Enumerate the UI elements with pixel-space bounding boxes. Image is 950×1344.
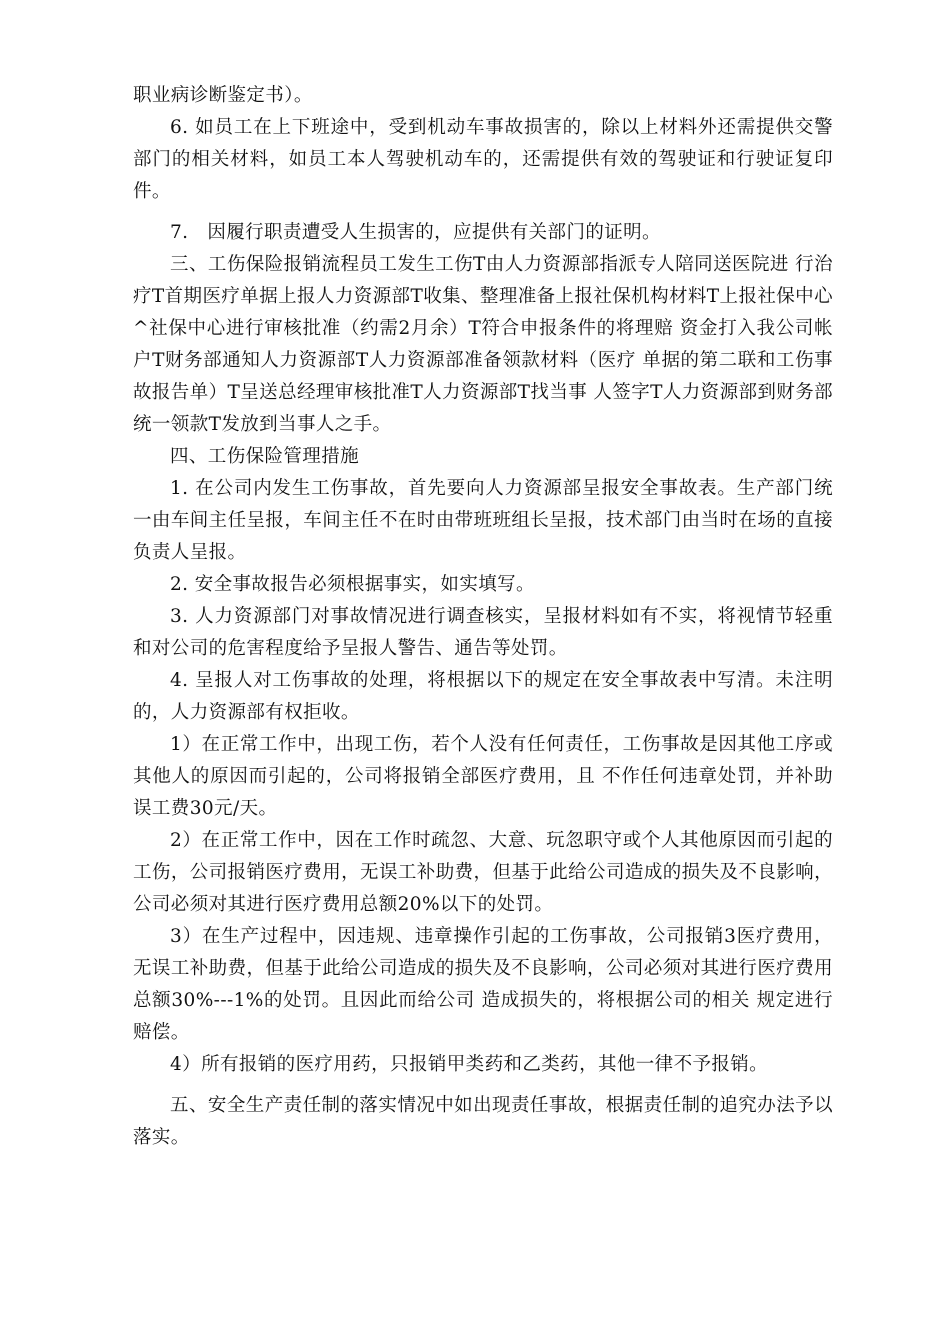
document-page	[133, 80, 833, 1154]
measure-item-2: 2. 安全事故报告必须根据事实，如实填写。	[170, 574, 535, 595]
sub-item-1: 1）在正常工作中，出现工伤，若个人没有任何责任，工伤事故是因其他工序或其他人的原因而引起的，公司将报销全部医疗费用，且 不作任何违章处罚，并补助误工费30元/天。	[133, 734, 833, 819]
sub-item-3: 3）在生产过程中，因违规、违章操作引起的工伤事故，公司报销3医疗费用，无误工补助费，但基于此给公司造成的损失及不良影响，公司必须对其进行医疗费用总额30%---1%的处罚。且因此而给公司 造成损失的，将根据公司的相关 规定进行赔偿。	[133, 926, 833, 1043]
paragraph-continuation: 职业病诊断鉴定书）。	[133, 85, 313, 106]
section-4-heading: 四、工伤保险管理措施	[170, 446, 360, 467]
paragraph-item-6: 6. 如员工在上下班途中，受到机动车事故损害的，除以上材料外还需提供交警部门的相关材料，如员工本人驾驶机动车的，还需提供有效的驾驶证和行驶证复印件。	[133, 117, 833, 202]
paragraph-item-7: 7. 因履行职责遭受人生损害的，应提供有关部门的证明。	[170, 222, 661, 243]
section-5-paragraph: 五、安全生产责任制的落实情况中如出现责任事故，根据责任制的追究办法予以落实。	[133, 1095, 833, 1148]
sub-item-2: 2）在正常工作中，因在工作时疏忽、大意、玩忽职守或个人其他原因而引起的工伤，公司报销医疗费用，无误工补助费，但基于此给公司造成的损失及不良影响，公司必须对其进行医疗费用总额20%以下的处罚。	[133, 830, 833, 915]
measure-item-1: 1. 在公司内发生工伤事故，首先要向人力资源部呈报安全事故表。生产部门统一由车间主任呈报，车间主任不在时由带班班组长呈报，技术部门由当时在场的直接负责人呈报。	[133, 478, 833, 563]
sub-item-4: 4）所有报销的医疗用药，只报销甲类药和乙类药，其他一律不予报销。	[170, 1054, 769, 1075]
measure-item-3: 3. 人力资源部门对事故情况进行调查核实，呈报材料如有不实，将视情节轻重和对公司的危害程度给予呈报人警告、通告等处罚。	[133, 606, 833, 659]
measure-item-4: 4. 呈报人对工伤事故的处理，将根据以下的规定在安全事故表中写清。未注明的，人力资源部有权拒收。	[133, 670, 833, 723]
section-3-reimbursement-process: 三、工伤保险报销流程员工发生工伤T由人力资源部指派专人陪同送医院进 行治疗T首期医疗单据上报人力资源部T收集、整理准备上报社保机构材料T上报社保中心^社保中心进行审核批准（约需2月余）T符合申报条件的将理赔 资金打入我公司帐户T财务部通知人力资源部T人力资源部准备领款材料（医疗 单据的第二联和工伤事故报告单）T呈送总经理审核批准T人力资源部T找当事 人签字T人力资源部到财务部统一领款T发放到当事人之手。	[133, 254, 833, 435]
